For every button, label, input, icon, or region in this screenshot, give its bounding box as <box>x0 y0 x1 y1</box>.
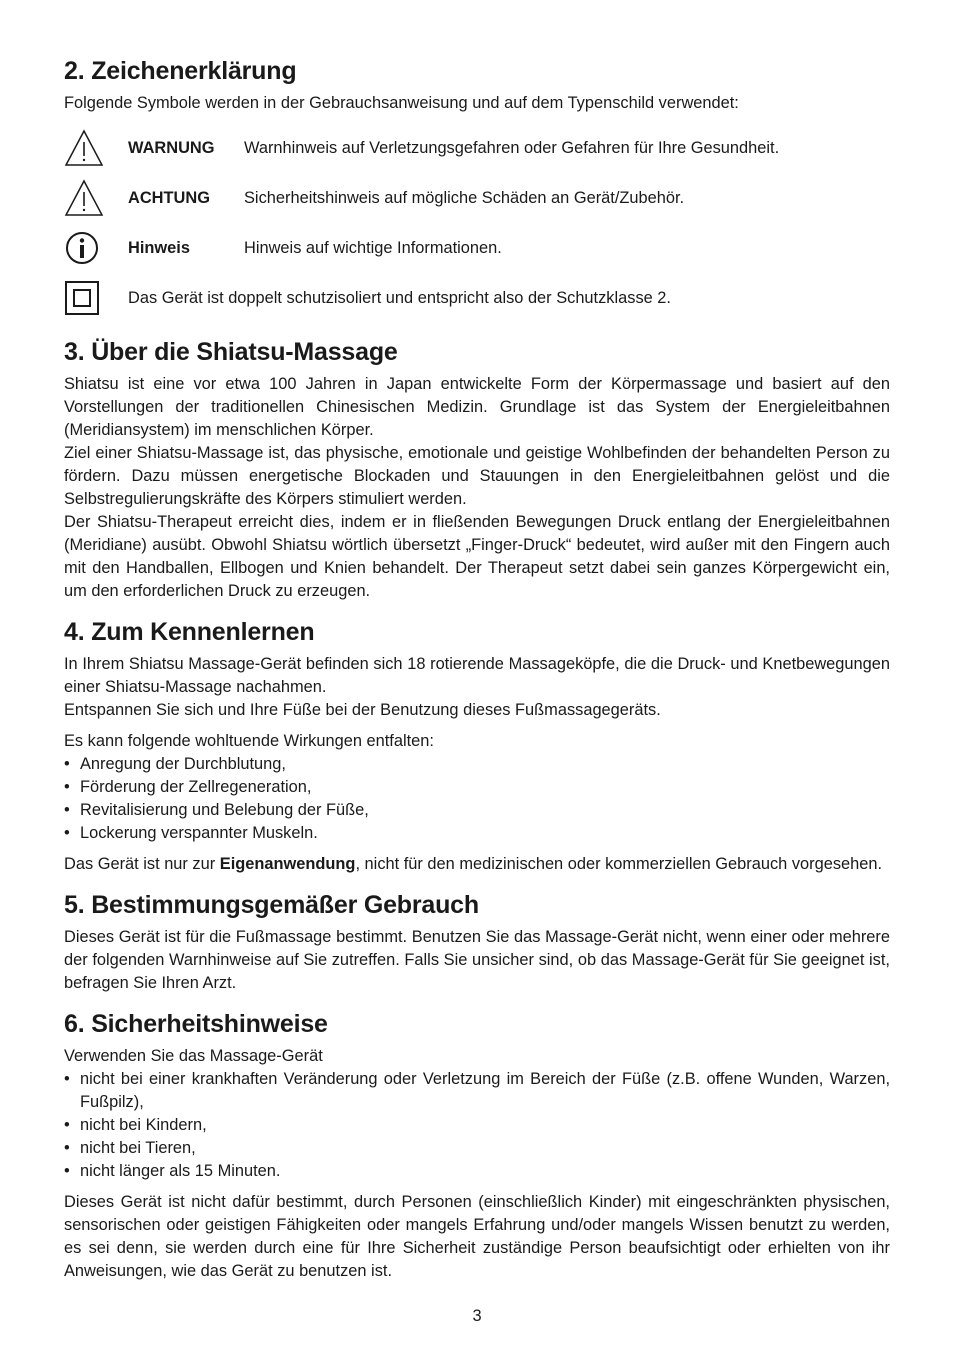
list-item: • Revitalisierung und Belebung der Füße, <box>64 799 890 822</box>
text-span: , nicht für den medizinischen oder kommerziellen Gebrauch vorgesehen. <box>355 855 883 873</box>
document-page <box>64 56 890 1297</box>
warning-triangle-icon <box>64 129 128 167</box>
paragraph: Dieses Gerät ist für die Fußmassage bestimmt. Benutzen Sie das Massage-Gerät nicht, wenn einer oder mehrere der folgenden Warnhinweise auf Sie zutreffen. Falls Sie unsicher sind, ob das Massage-Gerät für Sie geeignet ist, befragen Sie Ihren Arzt. <box>64 928 890 992</box>
list-item: • nicht länger als 15 Minuten. <box>64 1160 890 1183</box>
section-sicherheit <box>64 1009 890 1283</box>
paragraph-own-use <box>64 853 890 876</box>
paragraph: Dieses Gerät ist nicht dafür bestimmt, durch Personen (einschließlich Kinder) mit eingeschränkten physischen, sensorischen oder geistigen Fähigkeiten oder mangels Erfahrung und/oder mangels Wissen benutzt zu werden, es sei denn, sie werden durch eine für Ihre Sicherheit zuständige Person beaufsichtigt oder erhielten von ihr Anweisungen, wie das Gerät zu benutzen ist. <box>64 1193 890 1280</box>
list-item: • nicht bei Tieren, <box>64 1137 890 1160</box>
paragraph: Entspannen Sie sich und Ihre Füße bei der Benutzung dieses Fußmassagegeräts. <box>64 701 661 719</box>
paragraph: Es kann folgende wohltuende Wirkungen entfalten: <box>64 732 434 750</box>
effects-list <box>64 753 890 845</box>
symbol-description: Das Gerät ist doppelt schutzisoliert und entspricht also der Schutzklasse 2. <box>128 288 671 307</box>
safety-list <box>64 1068 890 1183</box>
symbol-term: WARNUNG <box>128 138 215 157</box>
page-number: 3 <box>472 1307 482 1325</box>
symbol-row-hinweis <box>64 223 890 273</box>
symbol-term: Hinweis <box>128 238 190 257</box>
symbol-description: Hinweis auf wichtige Informationen. <box>244 238 502 257</box>
bold-term: Eigenanwendung <box>219 855 356 873</box>
symbol-row-warnung <box>64 123 890 173</box>
symbol-term: ACHTUNG <box>128 188 210 207</box>
section-title: 2. Zeichenerklärung <box>64 57 297 85</box>
list-item: • Lockerung verspannter Muskeln. <box>64 822 890 845</box>
paragraph: Der Shiatsu-Therapeut erreicht dies, indem er in fließenden Bewegungen Druck entlang der Energieleitbahnen (Meridiane) ausübt. Obwohl Shiatsu wörtlich übersetzt „Finger-Druck“ bedeutet, wird außer mit den Fingern auch mit den Handballen, Ellbogen und Knien behandelt. Der Therapeut setzt dabei sein ganzes Körpergewicht ein, um den erforderlichen Druck zu erzeugen. <box>64 513 890 600</box>
double-insulation-icon <box>64 280 128 316</box>
section-kennenlernen <box>64 617 890 876</box>
paragraph: Verwenden Sie das Massage-Gerät <box>64 1047 323 1065</box>
symbol-row-protection-class <box>64 273 890 323</box>
list-item: • nicht bei Kindern, <box>64 1114 890 1137</box>
paragraph: Ziel einer Shiatsu-Massage ist, das physische, emotionale und geistige Wohlbefinden der behandelten Person zu fördern. Dazu müssen energetische Blockaden und Stauungen in den Energieleitbahnen gelöst und die Selbstregulierungskräfte des Körpers stimuliert werden. <box>64 444 890 508</box>
symbol-description: Warnhinweis auf Verletzungsgefahren oder Gefahren für Ihre Gesundheit. <box>244 138 780 157</box>
symbol-row-achtung <box>64 173 890 223</box>
list-item: • nicht bei einer krankhaften Veränderung oder Verletzung im Bereich der Füße (z.B. offene Wunden, Warzen, Fußpilz), <box>64 1068 890 1114</box>
paragraph: Shiatsu ist eine vor etwa 100 Jahren in Japan entwickelte Form der Körpermassage und basiert auf den Vorstellungen der traditionellen Chinesischen Medizin. Grundlage ist das System der Energieleitbahnen (Meridiansystem) im menschlichen Körper. <box>64 375 890 439</box>
section-intro: Folgende Symbole werden in der Gebrauchsanweisung und auf dem Typenschild verwendet: <box>64 94 739 112</box>
warning-triangle-icon <box>64 179 128 217</box>
section-symbols <box>64 56 890 323</box>
section-shiatsu <box>64 337 890 603</box>
section-title: 6. Sicherheitshinweise <box>64 1010 328 1038</box>
section-bestimmung <box>64 890 890 995</box>
info-icon <box>64 230 128 266</box>
list-item: • Förderung der Zellregeneration, <box>64 776 890 799</box>
text-span: Das Gerät ist nur zur <box>64 855 220 873</box>
section-title: 4. Zum Kennenlernen <box>64 618 315 646</box>
list-item: • Anregung der Durchblutung, <box>64 753 890 776</box>
symbol-description: Sicherheitshinweis auf mögliche Schäden an Gerät/Zubehör. <box>244 188 685 207</box>
section-title: 3. Über die Shiatsu-Massage <box>64 338 398 366</box>
paragraph: In Ihrem Shiatsu Massage-Gerät befinden sich 18 rotierende Massageköpfe, die die Druck- und Knetbewegungen einer Shiatsu-Massage nachahmen. <box>64 655 890 696</box>
section-title: 5. Bestimmungsgemäßer Gebrauch <box>64 891 479 919</box>
